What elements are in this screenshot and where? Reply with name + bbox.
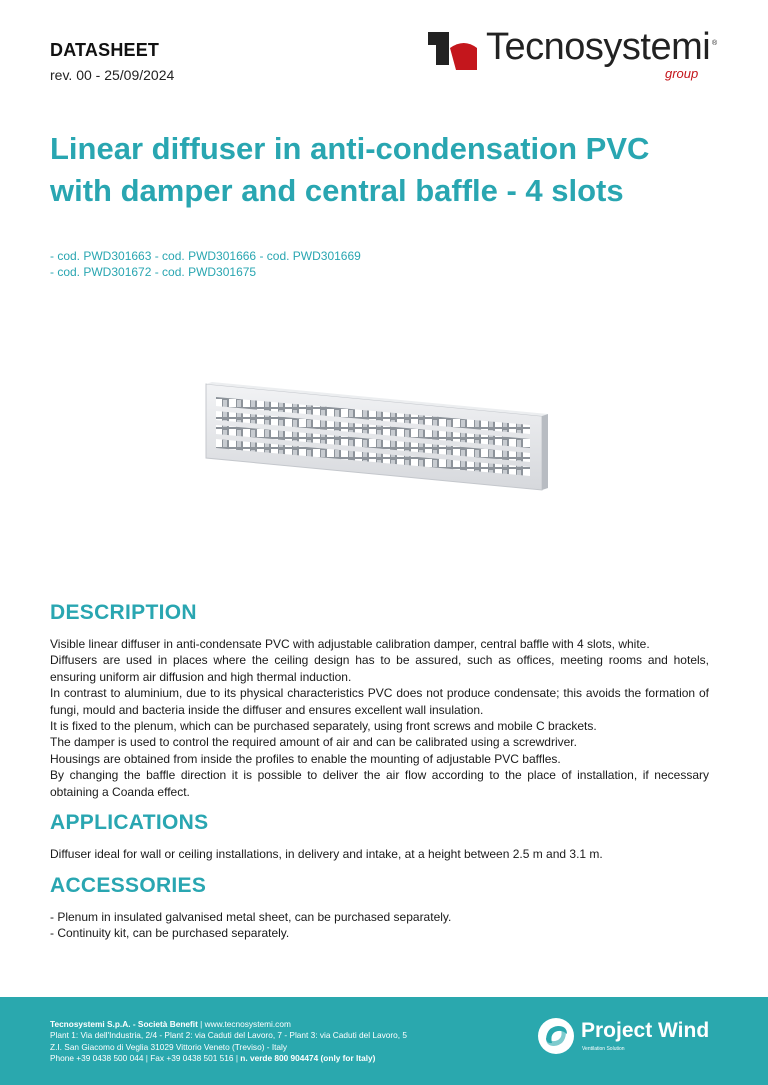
toll-free-number: n. verde 800 904474 (only for Italy): [240, 1053, 376, 1064]
description-paragraph: Diffusers are used in places where the ceiling design has to be assured, such as offices, meeting rooms and hotels, ensuring uniform air diffusion and high thermal induction.: [50, 653, 709, 684]
description-paragraph: Visible linear diffuser in anti-condensate PVC with adjustable calibration damper, central baffle with 4 slots, white.: [50, 637, 650, 651]
title-line: with damper and central baffle - 4 slots: [50, 173, 624, 208]
company-name: Tecnosystemi S.p.A. - Società Benefit: [50, 1019, 198, 1029]
description-heading: DESCRIPTION: [50, 601, 197, 624]
document-header: [50, 40, 174, 83]
tecnosystemi-mark-icon: [428, 30, 478, 70]
fax-number: Fax +39 0438 501 516: [150, 1053, 234, 1064]
logo-registered-mark: ®: [712, 40, 718, 47]
description-paragraph: Housings are obtained from inside the profiles to enable the mounting of adjustable PVC baffles.: [50, 751, 561, 766]
brand-tagline: Ventilation Solution: [582, 1046, 625, 1052]
accessory-item: - Continuity kit, can be purchased separately.: [50, 926, 290, 941]
tecnosystemi-logo: [428, 28, 720, 86]
description-body: [50, 636, 709, 800]
accessories-list: [50, 909, 709, 942]
applications-text: Diffuser ideal for wall or ceiling installations, in delivery and intake, at a height between 2.5 m and 3.1 m.: [50, 847, 603, 861]
description-paragraph: The damper is used to control the required amount of air and can be calibrated using a screwdriver.: [50, 735, 577, 750]
description-paragraph: It is fixed to the plenum, which can be purchased separately, using front screws and mobile C brackets.: [50, 719, 597, 734]
code-line: - cod. PWD301672 - cod. PWD301675: [50, 265, 257, 279]
brand-name: Project Wind: [581, 1019, 710, 1042]
logo-group-label: group: [665, 66, 699, 81]
phone-number: Phone +39 0438 500 044: [50, 1053, 144, 1064]
accessories-heading: ACCESSORIES: [50, 874, 207, 897]
project-wind-logo: [537, 1017, 727, 1059]
project-wind-swirl-icon: [537, 1017, 575, 1055]
revision-date: rev. 00 - 25/09/2024: [50, 67, 175, 83]
product-codes: [50, 248, 361, 280]
product-title: [50, 128, 730, 212]
logo-wordmark: Tecnosystemi: [486, 26, 711, 68]
description-paragraph: By changing the baffle direction it is possible to deliver the air flow according to the place of installation, if necessary obtaining a Coanda effect.: [50, 768, 709, 799]
website-link[interactable]: www.tecnosystemi.com: [204, 1019, 291, 1029]
applications-heading: APPLICATIONS: [50, 811, 209, 834]
document-type: DATASHEET: [50, 40, 160, 60]
applications-body: [50, 846, 709, 862]
code-line: - cod. PWD301663 - cod. PWD301666 - cod. PWD301669: [50, 249, 361, 263]
description-paragraph: In contrast to aluminium, due to its physical characteristics PVC does not produce condensate; this avoids the formation of fungi, mould and bacteria inside the diffuser and ensures excellent wall insulation.: [50, 686, 709, 717]
accessory-item: - Plenum in insulated galvanised metal sheet, can be purchased separately.: [50, 910, 452, 924]
postal-address: Z.I. San Giacomo di Veglia 31029 Vittorio Veneto (Treviso) - Italy: [50, 1041, 288, 1052]
page-footer: [0, 997, 768, 1085]
title-line: Linear diffuser in anti-condensation PVC: [50, 131, 650, 166]
product-image: [200, 378, 560, 506]
company-info: [50, 1019, 407, 1065]
footer-line-contacts: Phone +39 0438 500 044 | Fax +39 0438 501 516 | n. verde 800 904474 (only for Italy): [50, 1053, 376, 1064]
plant-addresses: Plant 1: Via dell'Industria, 2/4 - Plant 2: via Caduti del Lavoro, 7 - Plant 3: via Caduti del Lavoro, 5: [50, 1030, 408, 1041]
footer-line-company: Tecnosystemi S.p.A. - Società Benefit | www.tecnosystemi.com: [50, 1019, 291, 1029]
